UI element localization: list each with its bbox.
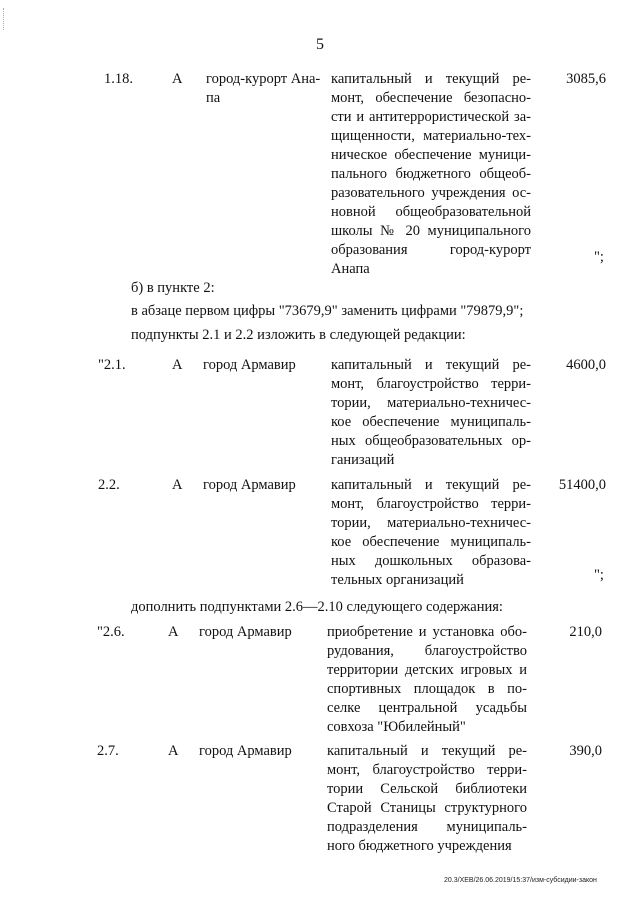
row-category: А	[168, 624, 179, 640]
row-category: А	[168, 743, 179, 759]
row-category: А	[172, 477, 183, 493]
row-number: "2.1.	[98, 357, 126, 373]
row-municipality: город Армавир	[199, 624, 292, 640]
row-closing-quote: ";	[594, 567, 604, 583]
paragraph: подпункты 2.1 и 2.2 изложить в следующей редакции:	[131, 327, 466, 343]
row-description: капитальный и текущий ре- монт, благоустройство терри- тории, материально-техничес- кое обеспечение муниципаль- ных дошкольных образова- тельных организаций	[331, 477, 531, 588]
row-category: А	[172, 357, 183, 373]
row-value: 210,0	[569, 624, 602, 640]
paragraph: дополнить подпунктами 2.6—2.10 следующего содержания:	[131, 599, 503, 615]
page-number: 5	[316, 36, 324, 53]
row-value: 390,0	[569, 743, 602, 759]
row-description: капитальный и текущий ре- монт, благоустройство терри- тории, материально-техничес- кое обеспечение муниципаль- ных общеобразовательных ор- ганизаций	[331, 357, 531, 468]
row-number: 1.18.	[104, 71, 133, 87]
row-municipality: город Армавир	[203, 477, 296, 493]
row-closing-quote: ";	[594, 249, 604, 265]
document-footer-code: 20.3/ХЕВ/26.06.2019/15:37/изм-субсидии-закон	[444, 877, 597, 884]
row-description: капитальный и текущий ре- монт, обеспечение безопасно- сти и антитеррористической за- щищенности, материально-тех- ническое обеспечение муници- пального бюджетного общеоб- разовательного учреждения ос- новной общеобразовательной школы № 20 муниципального образования город-курорт Анапа	[331, 71, 531, 277]
row-municipality: город-курорт Ана- па	[206, 71, 321, 106]
row-municipality: город Армавир	[203, 357, 296, 373]
row-value: 51400,0	[558, 477, 606, 493]
paragraph: б) в пункте 2:	[131, 280, 215, 296]
row-category: А	[172, 71, 183, 87]
row-description: приобретение и установка обо- рудования, благоустройство территории детских игровых и спортивных площадок в по- селке центральной усадьбы совхоза "Юбилейный"	[327, 624, 527, 735]
row-number: 2.7.	[97, 743, 119, 759]
row-municipality: город Армавир	[199, 743, 292, 759]
paragraph: в абзаце первом цифры "73679,9" заменить цифрами "79879,9";	[131, 303, 524, 319]
row-value: 4600,0	[566, 357, 606, 373]
scan-edge-mark	[3, 8, 5, 30]
row-value: 3085,6	[566, 71, 606, 87]
row-number: 2.2.	[98, 477, 120, 493]
row-number: "2.6.	[97, 624, 125, 640]
row-description: капитальный и текущий ре- монт, благоустройство терри- тории Сельской библиотеки Старой Станицы структурного подразделения муниципаль- ного бюджетного учреждения	[327, 743, 527, 854]
